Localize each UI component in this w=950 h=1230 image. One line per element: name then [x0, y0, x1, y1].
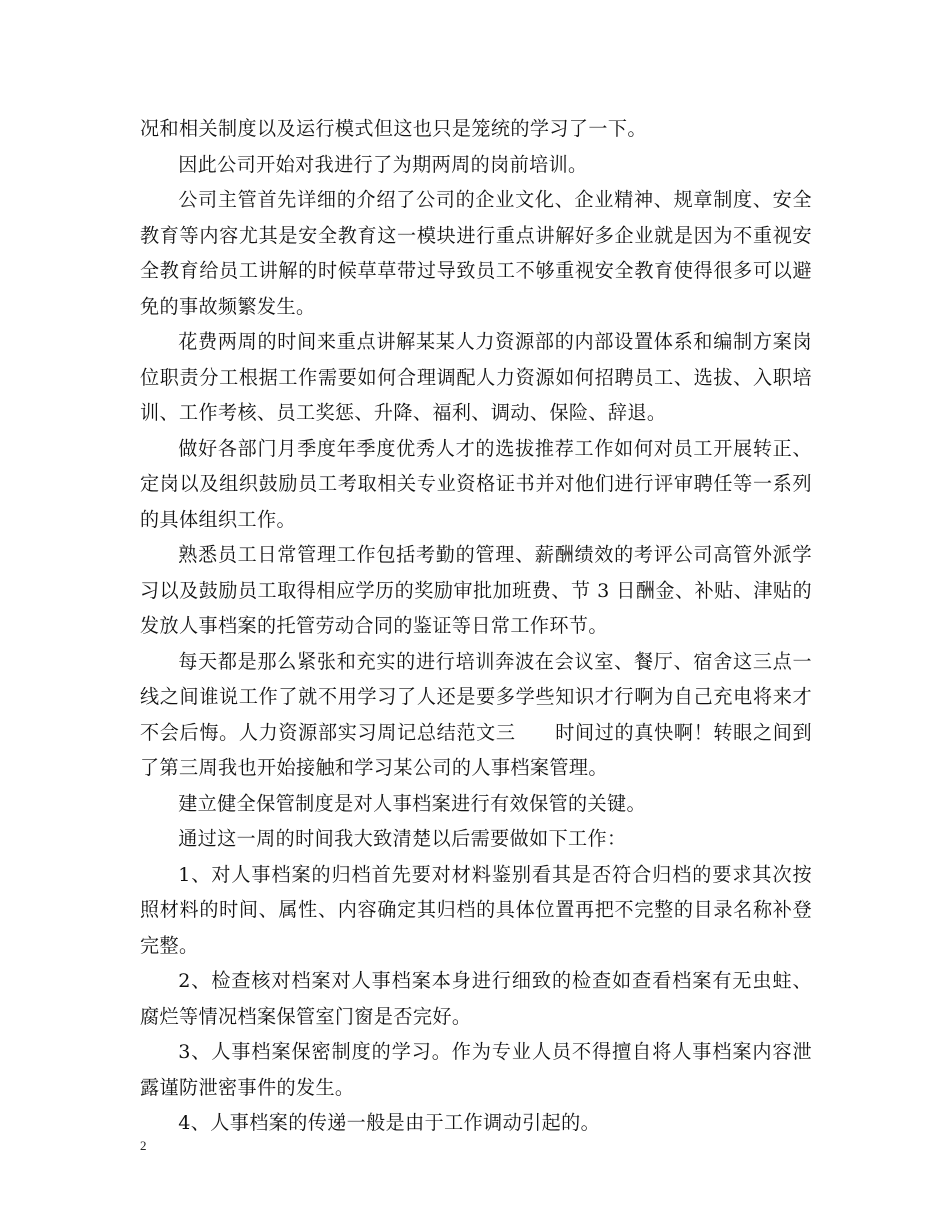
page-number: 2 — [140, 1138, 147, 1153]
paragraph: 通过这一周的时间我大致清楚以后需要做如下工作： — [178, 827, 627, 850]
paragraph: 4、人事档案的传递一般是由于工作调动引起的。 — [178, 1111, 601, 1134]
paragraph: 因此公司开始对我进行了为期两周的岗前培训。 — [178, 152, 588, 176]
paragraph: 况和相关制度以及运行模式但这也只是笼统的学习了一下。 — [140, 117, 647, 140]
paragraph: 做好各部门月季度年季度优秀人才的选拔推荐工作如何对员工开展转正、定岗以及组织鼓励员工考取相关专业资格证书并对他们进行评审聘任等一系列的具体组织工作。 — [140, 436, 812, 531]
paragraph: 2、检查核对档案对人事档案本身进行细致的检查如查看档案有无虫蛀、腐烂等情况档案保管室门窗是否完好。 — [140, 969, 812, 1028]
paragraph: 3、人事档案保密制度的学习。作为专业人员不得擅自将人事档案内容泄露谨防泄密事件的发生。 — [140, 1040, 812, 1099]
paragraph: 花费两周的时间来重点讲解某某人力资源部的内部设置体系和编制方案岗位职责分工根据工作需要如何合理调配人力资源如何招聘员工、选拔、入职培训、工作考核、员工奖惩、升降、福利、调动、保险、辞退。 — [140, 330, 812, 424]
paragraph: 建立健全保管制度是对人事档案进行有效保管的关键。 — [178, 791, 647, 815]
paragraph: 每天都是那么紧张和充实的进行培训奔波在会议室、餐厅、宿舍这三点一线之间谁说工作了就不用学习了人还是要多学些知识才行啊为自己充电将来才不会后悔。人力资源部实习周记总结范文三 时间过的真快啊！转眼之间到了第三周我也开始接触和学习某公司的人事档案管理。 — [140, 649, 812, 779]
paragraph: 熟悉员工日常管理工作包括考勤的管理、薪酬绩效的考评公司高管外派学习以及鼓励员工取得相应学历的奖励审批加班费、节 3 日酬金、补贴、津贴的发放人事档案的托管劳动合同的鉴证等日常工作环节。 — [140, 543, 812, 637]
document-body — [140, 111, 812, 1141]
paragraph: 1、对人事档案的归档首先要对材料鉴别看其是否符合归档的要求其次按照材料的时间、属性、内容确定其归档的具体位置再把不完整的目录名称补登完整。 — [140, 862, 812, 957]
paragraph: 公司主管首先详细的介绍了公司的企业文化、企业精神、规章制度、安全教育等内容尤其是安全教育这一模块进行重点讲解好多企业就是因为不重视安全教育给员工讲解的时候草草带过导致员工不够重视安全教育使得很多可以避免的事故频繁发生。 — [140, 188, 812, 318]
